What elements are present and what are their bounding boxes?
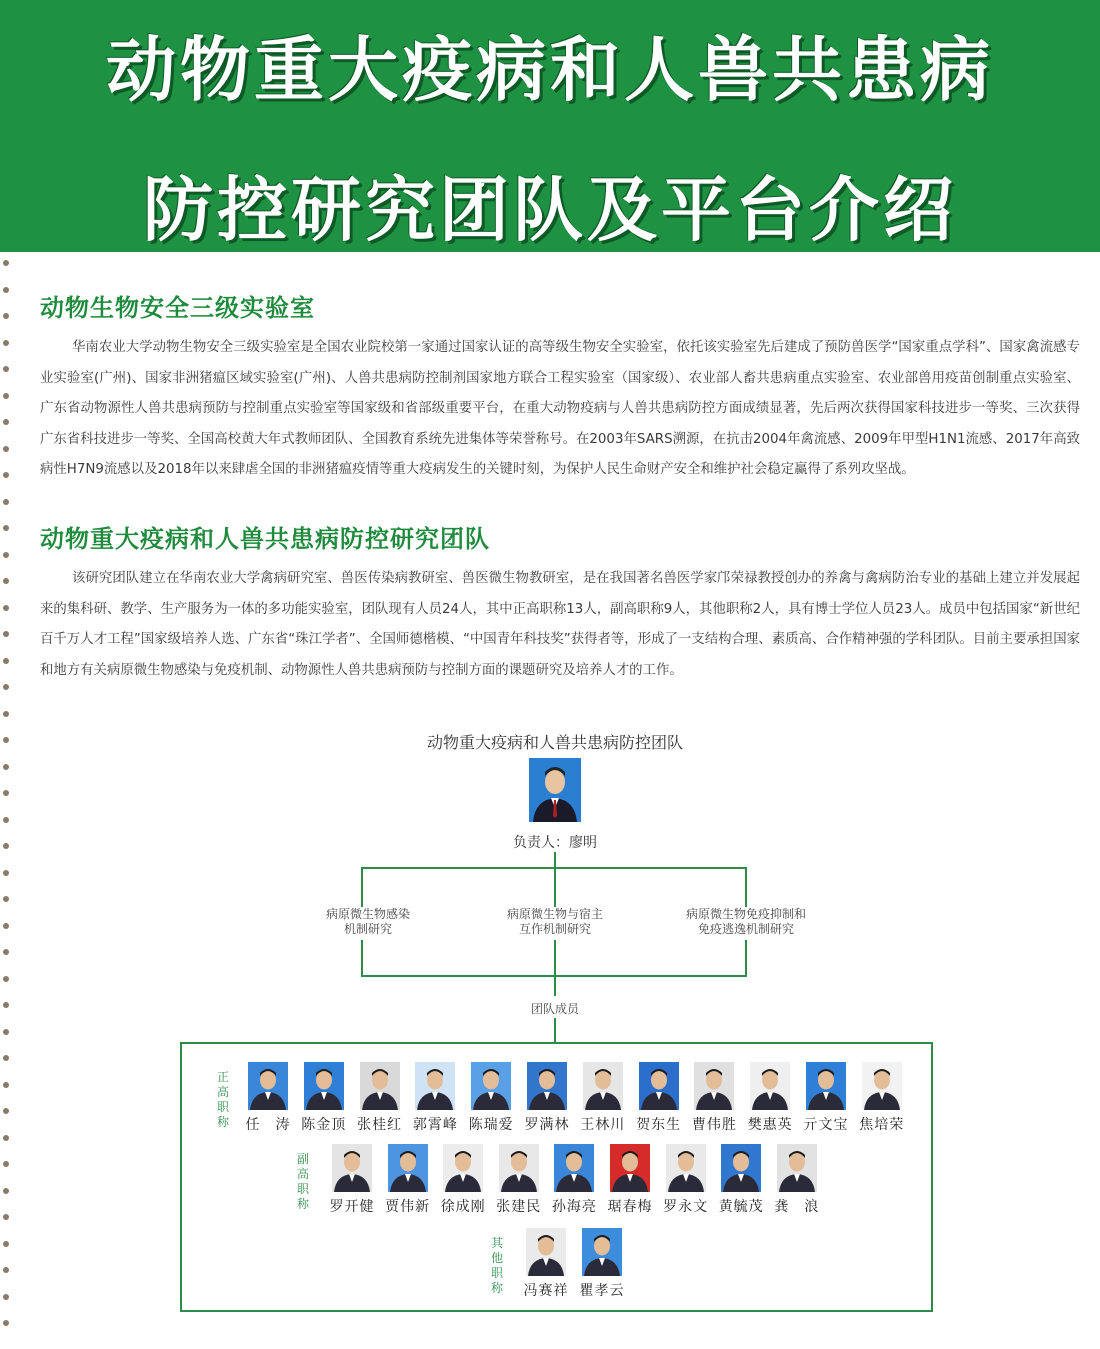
member-name: 张建民 — [496, 1199, 542, 1215]
member-name: 瞿孝云 — [579, 1283, 625, 1299]
member-photo — [443, 1144, 483, 1192]
team-member — [464, 1062, 518, 1134]
member-photo — [499, 1144, 539, 1192]
team-member — [297, 1062, 351, 1134]
connector-line — [554, 1018, 556, 1042]
binding-dots — [0, 252, 14, 1349]
section-text-bsl3: 华南农业大学动物生物安全三级实验室是全国农业院校第一家通过国家认证的高等级生物安全实验室，依托该实验室先后建成了预防兽医学“国家重点学科”、国家禽流感专业实验室(广州)、国家非洲猪瘟区域实验室(广州)、人兽共患病防控制剂国家地方联合工程实验室（国家级）、农业部人畜共患病重点实验室、农业部兽用疫苗创制重点实验室、广东省动物源性人兽共患病预防与控制重点实验室等国家级和省部级重要平台，在重大动物疫病与人兽共患病防控方面成绩显著，先后两次获得国家科技进步一等奖、三次获得广东省科技进步一等奖、全国高校黄大年式教师团队、全国教育系统先进集体等荣誉称号。在2003年SARS溯源，在抗击2004年禽流感、2009年甲型H1N1流感、2017年高致病性H7N9流感以及2018年以来肆虐全国的非洲猪瘟疫情等重大疫病发生的关键时刻，为保护人民生命财产安全和维护社会稳定赢得了系列攻坚战。 — [40, 340, 1080, 477]
member-name: 贾伟新 — [385, 1199, 431, 1215]
team-member — [325, 1144, 379, 1216]
member-photo — [806, 1062, 846, 1110]
member-name: 王林川 — [580, 1117, 626, 1133]
leader-photo — [529, 758, 581, 822]
team-member — [770, 1144, 824, 1216]
rank-label: 正高职称 — [216, 1070, 229, 1129]
member-photo — [360, 1062, 400, 1110]
connector-line — [361, 867, 363, 907]
team-member — [381, 1144, 435, 1216]
member-photo — [527, 1062, 567, 1110]
member-photo — [750, 1062, 790, 1110]
member-name: 张桂红 — [357, 1117, 403, 1133]
member-name: 亓文宝 — [803, 1117, 849, 1133]
member-photo — [862, 1062, 902, 1110]
team-member — [799, 1062, 853, 1134]
connector-line — [745, 867, 747, 907]
connector-line — [554, 867, 556, 907]
branch-host-interaction: 病原微生物与宿主 互作机制研究 — [506, 907, 603, 936]
member-photo — [582, 1228, 622, 1276]
member-name: 龚 浪 — [774, 1199, 820, 1215]
member-photo — [721, 1144, 761, 1192]
team-member — [241, 1062, 295, 1134]
banner-title-line2: 防控研究团队及平台介绍 — [143, 169, 957, 251]
connector-line — [554, 852, 556, 868]
member-photo — [610, 1144, 650, 1192]
member-photo — [415, 1062, 455, 1110]
members-label: 团队成员 — [530, 1002, 579, 1016]
member-name: 郭霄峰 — [412, 1117, 458, 1133]
header-banner — [0, 0, 1100, 252]
member-name: 曹伟胜 — [691, 1117, 737, 1133]
member-name: 徐成刚 — [440, 1199, 486, 1215]
member-name: 樊惠英 — [747, 1117, 793, 1133]
team-member — [714, 1144, 768, 1216]
member-name: 陈金顶 — [301, 1117, 347, 1133]
section-title-bsl3: 动物生物安全三级实验室 — [40, 294, 315, 322]
rank-label: 其他职称 — [490, 1236, 503, 1295]
team-member — [855, 1062, 909, 1134]
member-name: 罗满林 — [524, 1117, 570, 1133]
section-text-team: 该研究团队建立在华南农业大学禽病研究室、兽医传染病教研室、兽医微生物教研室，是在我国著名兽医学家邝荣禄教授创办的养禽与禽病防治专业的基础上建立并发展起来的集科研、教学、生产服务为一体的多功能实验室，团队现有人员24人，其中正高职称13人，副高职称9人，其他职称2人，具有博士学位人员23人。成员中包括国家“新世纪百千万人才工程”国家级培养人选、广东省“珠江学者”、全国师德楷模、“中国青年科技奖”获得者等，形成了一支结构合理、素质高、合作精神强的学科团队。目前主要承担国家和地方有关病原微生物感染与免疫机制、动物源性人兽共患病预防与控制方面的课题研究及培养人才的工作。 — [40, 571, 1080, 678]
team-member — [492, 1144, 546, 1216]
member-photo — [248, 1062, 288, 1110]
member-name: 罗永文 — [663, 1199, 709, 1215]
leader-label: 负责人：廖明 — [513, 835, 597, 851]
team-member — [436, 1144, 490, 1216]
member-name: 焦培荣 — [859, 1117, 905, 1133]
rank-label: 副高职称 — [296, 1152, 309, 1211]
member-photo — [471, 1062, 511, 1110]
member-name: 罗开健 — [329, 1199, 375, 1215]
team-member — [687, 1062, 741, 1134]
connector-line — [361, 975, 747, 977]
connector-line — [361, 940, 363, 976]
team-member — [408, 1062, 462, 1134]
member-photo — [304, 1062, 344, 1110]
member-name: 孙海亮 — [551, 1199, 597, 1215]
team-member — [603, 1144, 657, 1216]
section-title-team: 动物重大疫病和人兽共患病防控研究团队 — [40, 525, 490, 553]
connector-line — [745, 940, 747, 976]
member-name: 任 涛 — [245, 1117, 291, 1133]
member-photo — [583, 1062, 623, 1110]
member-photo — [388, 1144, 428, 1192]
team-member — [659, 1144, 713, 1216]
team-member — [353, 1062, 407, 1134]
connector-line — [554, 940, 556, 996]
team-member — [547, 1144, 601, 1216]
member-photo — [694, 1062, 734, 1110]
member-photo — [639, 1062, 679, 1110]
member-name: 琚春梅 — [607, 1199, 653, 1215]
member-photo — [777, 1144, 817, 1192]
member-name: 贺东生 — [636, 1117, 682, 1133]
team-member — [743, 1062, 797, 1134]
member-photo — [526, 1228, 566, 1276]
branch-infection: 病原微生物感染 机制研究 — [325, 907, 410, 936]
branch-immune-escape: 病原微生物免疫抑制和 免疫逃逸机制研究 — [685, 907, 806, 936]
org-chart-title: 动物重大疫病和人兽共患病防控团队 — [426, 733, 683, 752]
member-photo — [554, 1144, 594, 1192]
member-photo — [666, 1144, 706, 1192]
team-member — [519, 1228, 573, 1300]
member-name: 陈瑞爱 — [468, 1117, 514, 1133]
team-member — [632, 1062, 686, 1134]
team-member — [576, 1062, 630, 1134]
team-member — [575, 1228, 629, 1300]
team-member — [520, 1062, 574, 1134]
member-photo — [332, 1144, 372, 1192]
banner-title-line1: 动物重大疫病和人兽共患病 — [106, 29, 994, 111]
member-name: 冯赛祥 — [523, 1283, 569, 1299]
member-name: 黄毓茂 — [718, 1199, 764, 1215]
